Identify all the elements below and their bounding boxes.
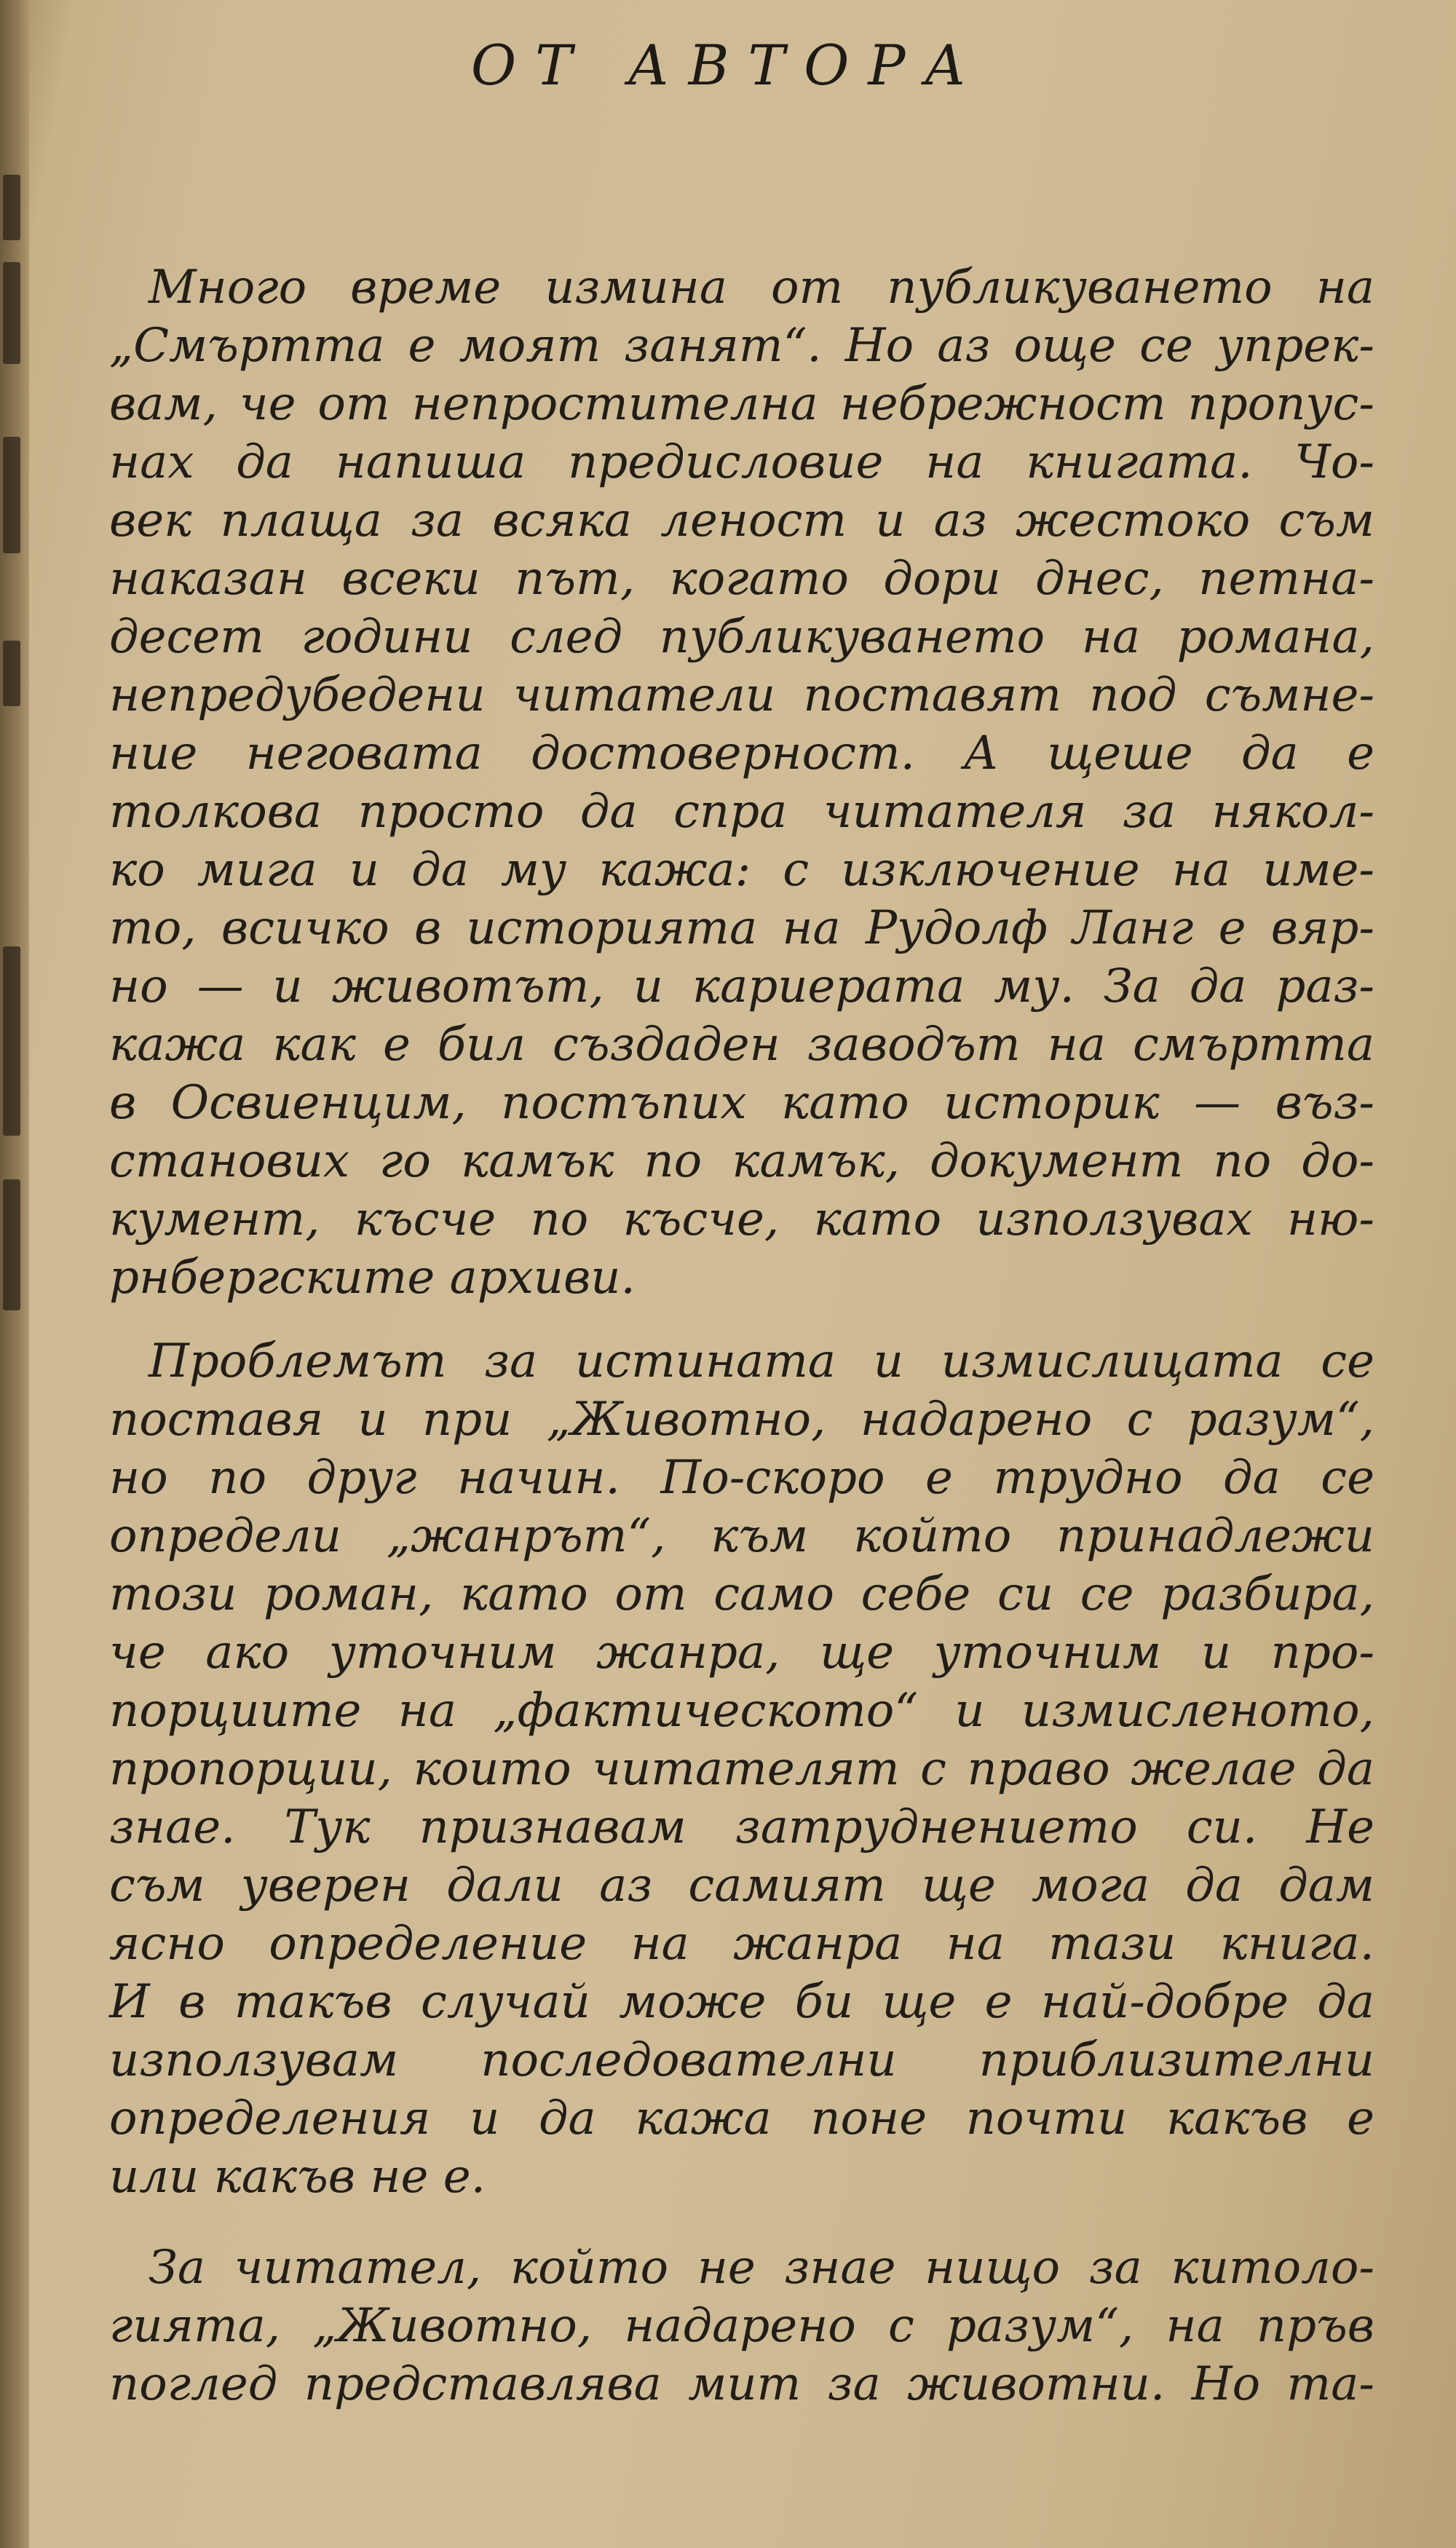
- text-line: или какъв не е.: [109, 2150, 486, 2204]
- text-line: непредубедени читатели поставят под съмне-: [109, 668, 1374, 722]
- text-line: десет години след публикуването на романа,: [109, 610, 1374, 664]
- text-line: Много време измина от публикуването на: [149, 261, 1374, 314]
- page-title: ОТ АВТОРА: [470, 33, 986, 98]
- edge-mark: [3, 946, 20, 1136]
- text-line: поглед представлява мит за животни. Но та-: [109, 2357, 1374, 2411]
- text-line: ние неговата достоверност. А щеше да е: [109, 727, 1374, 780]
- text-line: наказан всеки път, когато дори днес, петна-: [109, 552, 1374, 606]
- edge-mark: [3, 641, 20, 706]
- adjacent-page-edge: [0, 0, 29, 2548]
- text-line: „Смъртта е моят занят“. Но аз още се упрек-: [109, 319, 1374, 373]
- text-line: то, всичко в историята на Рудолф Ланг е вяр-: [109, 901, 1374, 955]
- text-line: този роман, като от само себе си се разбира,: [109, 1567, 1374, 1621]
- text-line: използувам последователни приблизителни: [109, 2033, 1374, 2087]
- text-line: ко мига и да му кажа: с изключение на име-: [109, 843, 1374, 897]
- text-line: определи „жанрът“, към който принадлежи: [109, 1509, 1374, 1563]
- edge-mark: [3, 1179, 20, 1310]
- edge-mark: [3, 175, 20, 240]
- text-line: кажа как е бил създаден заводът на смъртта: [109, 1018, 1374, 1072]
- text-line: но по друг начин. По-скоро е трудно да се: [109, 1451, 1374, 1505]
- text-line: пропорции, които читателят с право желае да: [109, 1742, 1374, 1796]
- text-line: Проблемът за истината и измислицата се: [149, 1334, 1374, 1388]
- text-line: поставя и при „Животно, надарено с разум“,: [109, 1393, 1374, 1447]
- text-line: кумент, късче по късче, като използувах ню-: [109, 1192, 1374, 1246]
- text-line: станових го камък по камък, документ по до-: [109, 1134, 1374, 1188]
- edge-mark: [3, 262, 20, 364]
- text-line: За читател, който не знае нищо за китоло-: [149, 2241, 1374, 2295]
- text-line: знае. Тук признавам затруднението си. Не: [109, 1800, 1374, 1854]
- text-line: в Освиенцим, постъпих като историк — въз-: [109, 1076, 1374, 1130]
- text-line: съм уверен дали аз самият ще мога да дам: [109, 1859, 1374, 1912]
- text-line: че ако уточним жанра, ще уточним и про-: [109, 1626, 1374, 1679]
- edge-mark: [3, 437, 20, 553]
- text-line: вам, че от непростителна небрежност пропус-: [109, 377, 1374, 431]
- text-line: определения и да кажа поне почти какъв е: [109, 2092, 1374, 2145]
- text-line: век плаща за всяка леност и аз жестоко съм: [109, 494, 1374, 547]
- text-line: нах да напиша предисловие на книгата. Чо-: [109, 435, 1374, 489]
- text-line: И в такъв случай може би ще е най-добре да: [109, 1975, 1374, 2029]
- text-line: рнбергските архиви.: [109, 1251, 636, 1305]
- text-line: толкова просто да спра читателя за някол-: [109, 785, 1374, 839]
- text-line: но — и животът, и кариерата му. За да раз-: [109, 960, 1374, 1013]
- text-line: ясно определение на жанра на тази книга.: [109, 1917, 1374, 1971]
- text-line: гията, „Животно, надарено с разум“, на пръв: [109, 2299, 1374, 2353]
- text-line: порциите на „фактическото“ и измисленото,: [109, 1684, 1374, 1738]
